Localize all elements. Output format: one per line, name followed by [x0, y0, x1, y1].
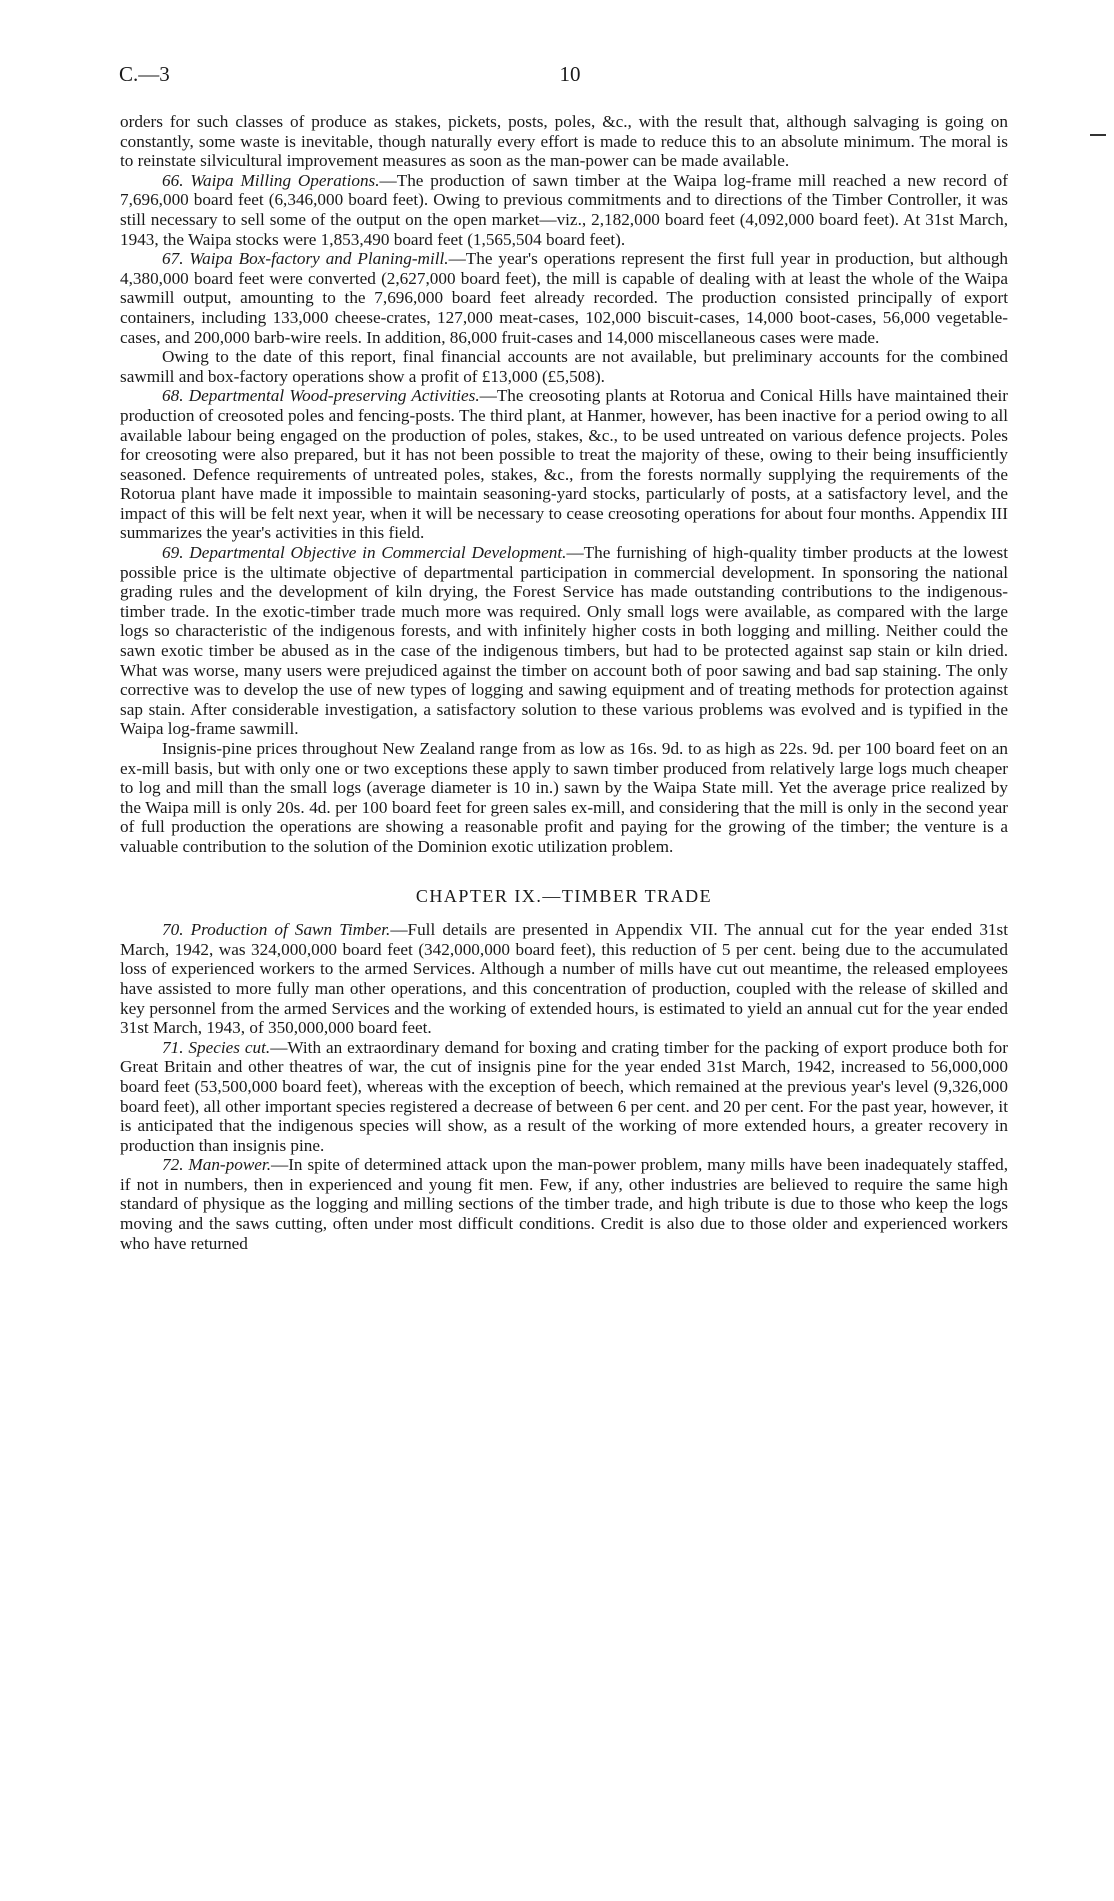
paragraph-text: —With an extraordinary demand for boxing and crating timber for the packing of export produce both for Great Britain and other theatres of war, the cut of insignis pine for the year ended 31st March, 1942, increased to 56,000,000 board feet (53,500,000 board feet), whereas with the exception of beech, which remained at the previous year's level (9,326,000 board feet), all other important species registered a decrease of between 6 per cent. and 20 per cent. For the past year, however, it is anticipated that the indigenous species will show, as a result of the working of more extended hours, a greater recovery in production than insignis pine.	[120, 1037, 1008, 1155]
margin-mark	[1090, 134, 1106, 136]
paragraph-text: —The furnishing of high-quality timber products at the lowest possible price is the ultimate objective of departmental participation in commercial development. In sponsoring the national grading rules and the development of kiln drying, the Forest Service has made outstanding contributions to the indigenous-timber trade. In the exotic-timber trade much more was required. Only small logs were available, as compared with the large logs so characteristic of the indigenous forests, and with infinitely higher costs in both logging and milling. Neither could the sawn exotic timber be abused as in the case of the indigenous timbers, but had to be protected against sap stain or kiln dried. What was worse, many users were prejudiced against the timber on account both of poor sawing and bad sap staining. The only corrective was to develop the use of new types of logging and sawing equipment and of treating methods for protection against sap stain. After considerable investigation, a satisfactory solution to these various problems was evolved and is typified in the Waipa log-frame sawmill.	[120, 543, 1008, 739]
paragraph-text: —The creosoting plants at Rotorua and Conical Hills have maintained their production of creosoted poles and fencing-posts. The third plant, at Hanmer, however, has been inactive for a period owing to all available labour being engaged on the production of poles, stakes, &c., to be used untreated on various defence projects. Poles for creosoting were also prepared, but it has not been possible to treat the majority of these, owing to their being insufficiently seasoned. Defence requirements of untreated poles, stakes, &c., from the forests normally supplying the requirements of the Rotorua plant have made it impossible to maintain seasoning-yard stocks, particularly of posts, at a satisfactory level, and the impact of this will be felt next year, when it will be necessary to cease creosoting operations for about four months. Appendix III summarizes the year's activities in this field.	[120, 386, 1008, 543]
paragraph-66	[120, 171, 1008, 249]
paragraph-text: Owing to the date of this report, final financial accounts are not available, but preliminary accounts for the combined sawmill and box-factory operations show a profit of £13,000 (£5,508).	[120, 347, 1008, 386]
paragraph-title: 67. Waipa Box-factory and Planing-mill.	[162, 249, 449, 269]
chapter-heading: CHAPTER IX.—TIMBER TRADE	[415, 885, 713, 906]
body-text	[120, 112, 1008, 1253]
paragraph-71	[120, 1038, 1008, 1156]
paragraph-title: 68. Departmental Wood-preserving Activities.	[162, 386, 480, 406]
paragraph-text: —The year's operations represent the first full year in production, but although 4,380,000 board feet were converted (2,627,000 board feet), the mill is capable of dealing with at least the whole of the Waipa sawmill output, amounting to the 7,696,000 board feet already recorded. The production consisted principally of export containers, including 133,000 cheese-crates, 127,000 meat-cases, 102,000 biscuit-cases, 14,000 boot-cases, 56,000 vegetable-cases, and 200,000 barb-wire reels. In addition, 86,000 fruit-cases and 14,000 miscellaneous cases were made.	[120, 249, 1009, 347]
paragraph-text: orders for such classes of produce as stakes, pickets, posts, poles, &c., with the result that, although salvaging is going on constantly, some waste is inevitable, though naturally every effort is made to reduce this to an absolute minimum. The moral is to reinstate silvicultural improvement measures as soon as the man-power can be made available.	[120, 112, 1008, 171]
paragraph-67-continued	[120, 347, 1008, 386]
paragraph-continuation	[120, 112, 1008, 171]
section-code: C.—3	[119, 62, 170, 86]
paragraph-text: Insignis-pine prices throughout New Zealand range from as low as 16s. 9d. to as high as 22s. 9d. per 100 board feet on an ex-mill basis, but with only one or two exceptions these apply to sawn timber produced from relatively large logs much cheaper to log and mill than the small logs (average diameter is 10 in.) sawn by the Waipa State mill. Yet the average price realized by the Waipa mill is only 20s. 4d. per 100 board feet for green sales ex-mill, and considering that the mill is only in the second year of full production the operations are showing a reasonable profit and paying for the growing of the timber; the venture is a valuable contribution to the solution of the Dominion exotic utilization problem.	[120, 739, 1008, 856]
paragraph-text: —The production of sawn timber at the Waipa log-frame mill reached a new record of 7,696,000 board feet (6,346,000 board feet). Owing to previous commitments and to directions of the Timber Controller, it was still necessary to sell some of the output on the open market—viz., 2,182,000 board feet (4,092,000 board feet). At 31st March, 1943, the Waipa stocks were 1,853,490 board feet (1,565,504 board feet).	[120, 170, 1008, 249]
paragraph-title: 71. Species cut.	[162, 1037, 271, 1057]
paragraph-72	[120, 1155, 1008, 1253]
paragraph-title: 66. Waipa Milling Operations.	[162, 170, 380, 190]
paragraph-text: —Full details are presented in Appendix VII. The annual cut for the year ended 31st March, 1942, was 324,000,000 board feet (342,000,000 board feet), this reduction of 5 per cent. being due to the accumulated loss of experienced workers to the armed Services. Although a number of mills have cut out meantime, the released employees have assisted to more fully man other operations, and this concentration of production, coupled with the release of skilled and key personnel from the armed Services and the working of extended hours, is estimated to yield an annual cut for the year ended 31st March, 1943, of 350,000,000 board feet.	[120, 920, 1008, 1038]
page-number: 10	[559, 62, 581, 86]
paragraph-title: 69. Departmental Objective in Commercial Development.	[162, 543, 567, 563]
paragraph-title: 72. Man-power.	[162, 1155, 272, 1175]
paragraph-69-continued	[120, 739, 1008, 857]
paragraph-text: —In spite of determined attack upon the man-power problem, many mills have been inadequately staffed, if not in numbers, then in experienced and young fit men. Few, if any, other industries are believed to require the same high standard of physique as the logging and milling sections of the timber trade, and high tribute is due to those who keep the logs moving and the saws cutting, often under most difficult conditions. Credit is also due to those older and experienced workers who have returned	[120, 1155, 1008, 1253]
paragraph-title: 70. Production of Sawn Timber.	[162, 920, 391, 940]
paragraph-69	[120, 543, 1008, 739]
paragraph-70	[120, 920, 1008, 1038]
paragraph-67	[120, 249, 1008, 347]
paragraph-68	[120, 386, 1008, 543]
